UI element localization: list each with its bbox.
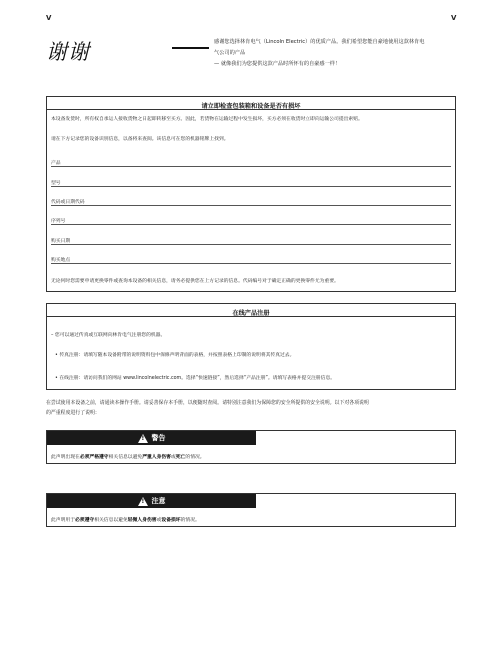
field-line [51, 244, 451, 245]
field-product[interactable] [51, 159, 451, 167]
warning-box [46, 430, 456, 464]
fax-registration: • 传真注册：请填写随本设备附带的说明资料包中保修声明背面的表格，并按照表格上印制的说明将其传真过去。 [55, 353, 295, 358]
warning-text-prefix: 此声明出现在 [51, 455, 80, 460]
field-line [51, 224, 451, 225]
field-line [51, 263, 451, 264]
thanks-title: 谢谢 [46, 40, 90, 64]
warning-label: 警告 [151, 434, 166, 442]
field-purchase-date[interactable] [51, 237, 451, 245]
corner-mark-right: V [451, 14, 457, 22]
field-serial[interactable] [51, 217, 451, 225]
registration-line: – 您可以通过传真或互联网向林肯电气注册您的机器。 [51, 333, 166, 338]
intro-line-3: — 就像我们为您提供这款产品时所怀有的自豪感一样！ [214, 61, 341, 67]
thanks-divider [172, 47, 209, 49]
inspection-title: 请立即检查包装箱和设备是否有损坏 [47, 97, 455, 110]
inspection-note: 无论何时您需要申请更换零件或查询本设备的相关信息，请务必提供您在上方记录的信息。代码编号对于确定正确的更换零件尤为重要。 [51, 279, 339, 284]
caution-text-mid: 相关信息以避免 [94, 518, 128, 523]
field-label: 型号 [51, 181, 61, 186]
caution-header [47, 494, 256, 508]
field-line [51, 205, 451, 206]
registration-title: 在线产品注册 [47, 304, 455, 317]
field-purchase-place[interactable] [51, 256, 451, 264]
caution-label: 注意 [151, 497, 166, 505]
caution-text-bold-3: 设备损坏 [161, 518, 181, 523]
caution-text-prefix: 此声明用于 [51, 518, 75, 523]
field-line [51, 166, 451, 167]
field-label: 代码或日期代码 [51, 200, 85, 205]
safety-intro [46, 398, 456, 418]
warning-text-bold-3: 死亡 [175, 455, 186, 460]
caution-text-mid-2: 或 [156, 518, 162, 523]
caution-text-suffix: 的情况。 [180, 518, 200, 523]
field-model[interactable] [51, 179, 451, 187]
field-line [51, 186, 451, 187]
inspection-box [46, 96, 456, 292]
thanks-intro [214, 37, 464, 70]
warning-triangle-icon: ! [138, 434, 148, 443]
inspection-intro: 本设备发货时，所有权自承运人接收货物之日起即转移至买方。因此，若货物在运输过程中发生损坏，买方必须在收货时立即向运输公司提出索赔。 [51, 117, 363, 122]
warning-text-mid: 相关信息以避免 [108, 455, 143, 460]
field-label: 购买日期 [51, 239, 71, 244]
online-registration[interactable]: • 在线注册：请访问我们的网站 www.lincolnelectric.com。选择“快速链接”，然后选择“产品注册”。请填写表格并提交注册信息。 [55, 376, 336, 381]
field-code[interactable] [51, 198, 451, 206]
caution-triangle-icon: ! [138, 497, 148, 506]
caution-box [46, 493, 456, 527]
warning-text-suffix: 的情况。 [185, 455, 205, 460]
caution-text [51, 516, 200, 523]
warning-text [51, 453, 205, 460]
corner-mark-left: V [46, 14, 52, 22]
field-label: 产品 [51, 161, 61, 166]
field-label: 序列号 [51, 219, 66, 224]
warning-text-bold-1: 必须严格遵守 [79, 455, 109, 460]
registration-box [46, 303, 456, 390]
field-label: 购买地点 [51, 258, 71, 263]
warning-text-mid-2: 或 [170, 455, 176, 460]
safety-intro-line-2: 的严重程度进行了说明： [46, 410, 100, 416]
caution-text-bold-1: 必须遵守 [75, 518, 95, 523]
intro-line-2: 气公司的产品 [214, 50, 246, 56]
warning-text-bold-2: 严重人身伤害 [142, 455, 171, 460]
caution-text-bold-2: 轻微人身伤害 [127, 518, 157, 523]
keep-record-text: 请在下方记录您的设备识别信息，以备将来查阅。该信息可在您的机器铭牌上找到。 [51, 137, 229, 142]
warning-header [47, 431, 256, 445]
intro-line-1: 感谢您选择林肯电气（Lincoln Electric）的优质产品。我们希望您能自豪地使用这款林肯电 [214, 39, 425, 45]
safety-intro-line-1: 在尝试使用本设备之前，请通读本操作手册。请妥善保存本手册，以便随时查阅。请特别注意我们为保障您的安全所提供的安全说明。以下对各项说明 [46, 400, 369, 406]
